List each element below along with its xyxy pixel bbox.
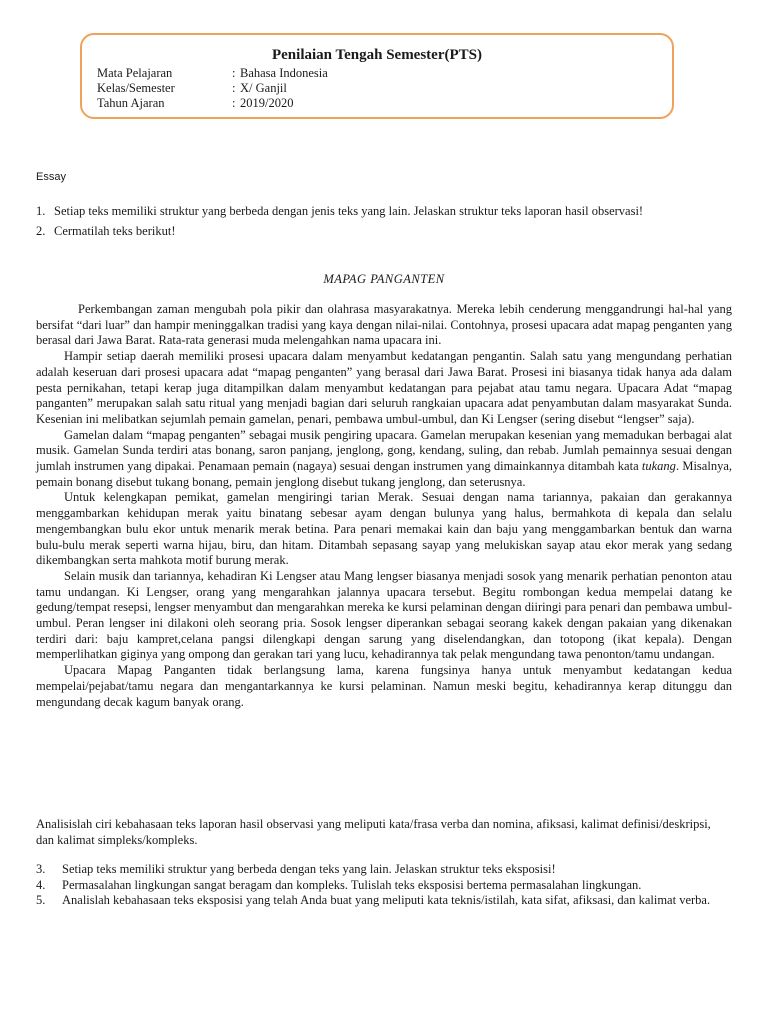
question-list-b	[36, 862, 732, 909]
question-text: Permasalahan lingkungan sangat beragam dan kompleks. Tulislah teks eksposisi bertema permasalahan lingkungan.	[62, 877, 642, 892]
header-separator: :	[232, 96, 236, 110]
header-row-subject	[97, 66, 328, 81]
header-label: Kelas/Semester	[97, 81, 175, 95]
question-text: Setiap teks memiliki struktur yang berbeda dengan jenis teks yang lain. Jelaskan struktur teks laporan hasil observasi!	[54, 204, 644, 218]
header-separator: :	[232, 81, 236, 95]
paragraph: Untuk kelengkapan pemikat, gamelan mengiringi tarian Merak. Sesuai dengan nama tariannya, pakaian dan gerakannya menggambarkan kehidupan merak yaitu binatang sebesar ayam dengan bulunya yang halus, bermahkota di kepala dan selalu mengembangkan bulu ekor untuk menarik merak betina. Para penari memakai kain dan baju yang menggambarkan bentuk dan warna bulu-bulu merak seperti warna hijau, biru, dan hitam. Ditambah sepasang sayap yang melukiskan sayap atau ekor merak yang sedang dikembangkan serta mahkota motif burung merak.	[36, 490, 732, 568]
header-separator: :	[232, 66, 236, 80]
question-item	[36, 222, 726, 242]
header-row-year	[97, 96, 293, 111]
question-number: 2.	[36, 223, 46, 238]
question-item	[36, 202, 726, 222]
question-text: Analislah kebahasaan teks eksposisi yang telah Anda buat yang meliputi kata teknis/istilah, kata sifat, afiksasi, dan kalimat verba.	[62, 893, 711, 907]
header-label: Tahun Ajaran	[97, 96, 165, 110]
section-label: Essay	[36, 171, 66, 183]
story-body	[36, 302, 732, 710]
paragraph: Perkembangan zaman mengubah pola pikir dan olahrasa masyarakatnya. Mereka lebih cenderung menggandrungi hal-hal yang bersifat “dari luar” dan hampir meninggalkan tradisi yang kaya dengan nilai-nilai. Contohnya, prosesi upacara adat mapag penganten yang berasal dari Jawa Barat. Rata-rata generasi muda melengahkan nama upacara ini.	[36, 302, 732, 348]
question-number: 4.	[36, 877, 46, 892]
question-number: 1.	[36, 204, 46, 218]
paragraph-text: Gamelan dalam “mapag penganten” sebagai musik pengiring upacara. Gamelan merupakan kesenian yang memadukan berbagai alat musik. Gamelan Sunda terdiri atas bonang, saron panjang, jenglong, gong, kendang, suling, dan rebab. Jumlah pemainnya sesuai dengan jumlah instrumen yang dipakai. Penamaan pemain (nagaya) sesuai dengan instrumen yang dimainkannya ditambah kata	[36, 427, 732, 474]
header-value: X/ Ganjil	[240, 81, 287, 95]
paragraph	[36, 428, 732, 491]
paragraph: Hampir setiap daerah memiliki prosesi upacara dalam menyambut kedatangan pengantin. Salah satu yang mengundang perhatian adalah keseruan dari prosesi upacara adat “mapag penganten” yang berasal dari Jawa Barat. Prosesi ini biasanya tidak hanya ada dalam pesta pernikahan, tetapi kerap juga ditampilkan dalam menyambut kedatangan para pejabat atau tamu negara. Upacara Adat “mapag panganten” merupakan salah satu ritual yang menjadi bagian dari seluruh rangkaian upacara adat penyambutan dalam masyarakat Sunda. Kesenian ini melibatkan sejumlah pemain gamelan, penari, pembawa umbul-umbul, dan Ki Lengser (sering disebut “lengser” saja).	[36, 349, 732, 426]
paragraph-text: . Misalnya, pemain bonang disebut tukang bonang, pemain jenglong disebut tukang jenglong, dan seterusnya.	[36, 459, 732, 489]
analysis-instruction: Analisislah ciri kebahasaan teks laporan hasil observasi yang meliputi kata/frasa verba dan nomina, afiksasi, kalimat definisi/deskripsi, dan kalimat simpleks/kompleks.	[36, 817, 711, 847]
paragraph: Selain musik dan tariannya, kehadiran Ki Lengser atau Mang lengser biasanya menjadi sosok yang menarik perhatian penonton atau tamu undangan. Ki Lengser, orang yang mengarahkan jalannya upacara tersebut. Begitu rombongan kedua mempelai datang ke gedung/tempat resepsi, lengser menyambut dan mengarahkan mereka ke kursi pelaminan dengan diiringi para penari dan pembawa umbul-umbul. Peran lengser ini dilakoni oleh seorang pria. Sosok lengser diperankan sebagai seorang kakek dengan pakaian yang dikenakan terdiri dari: baju kampret,celana pangsi dilengkapi dengan sarung yang diselendangkan, dan totopong (ikat kepala). Dengan memperlihatkan giginya yang ompong dan gerakan tari yang lucu, kehadirannya tak pelak mengundang tawa penonton/tamu undangan.	[36, 568, 732, 662]
question-number: 5.	[36, 893, 46, 907]
question-item	[36, 893, 732, 909]
story-title: MAPAG PANGANTEN	[323, 272, 445, 286]
italic-term: tukang	[641, 459, 676, 474]
question-text: Cermatilah teks berikut!	[54, 223, 176, 238]
header-box	[80, 33, 674, 119]
question-list-a	[36, 202, 726, 241]
paragraph: Upacara Mapag Panganten tidak berlangsung lama, karena fungsinya hanya untuk menyambut kedatangan kedua mempelai/pejabat/tamu negara dan mengantarkannya ke kursi pelaminan. Namun meski begitu, kehadirannya kerap ditunggu dan mengundang decak kagum banyak orang.	[36, 663, 732, 709]
header-label: Mata Pelajaran	[97, 66, 173, 80]
question-item	[36, 862, 732, 878]
question-item	[36, 878, 732, 894]
page-title: Penilaian Tengah Semester(PTS)	[271, 47, 482, 63]
header-value: 2019/2020	[240, 96, 294, 110]
question-text: Setiap teks memiliki struktur yang berbeda dengan teks yang lain. Jelaskan struktur teks eksposisi!	[62, 862, 556, 876]
header-row-class	[97, 81, 287, 96]
question-number: 3.	[36, 862, 46, 876]
header-value: Bahasa Indonesia	[240, 66, 328, 80]
